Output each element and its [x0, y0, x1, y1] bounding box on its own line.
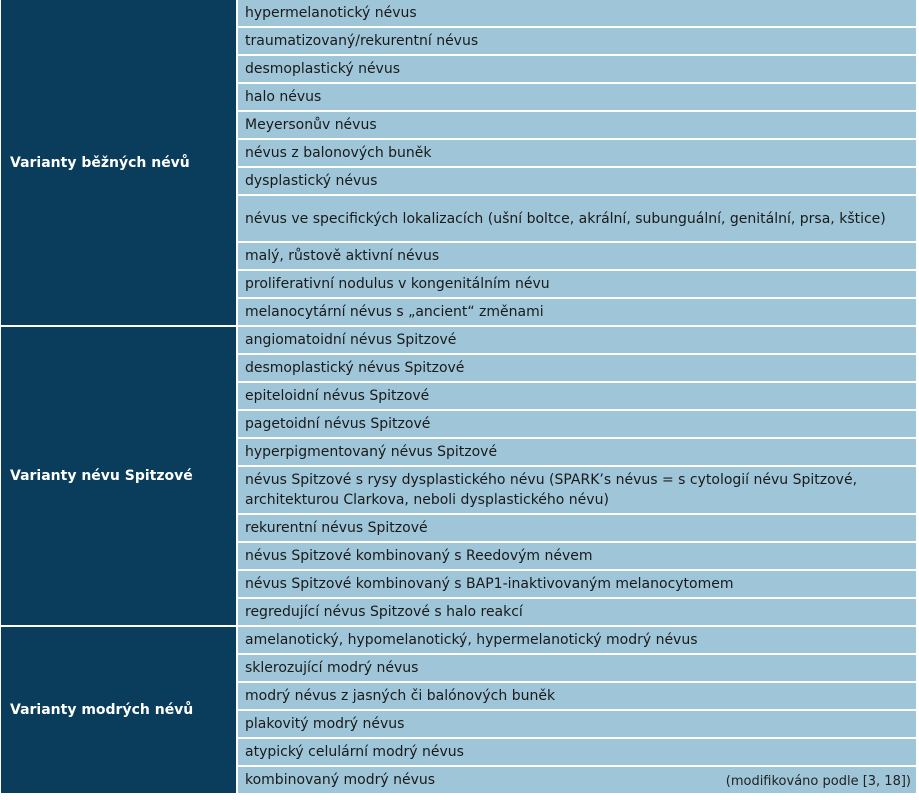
- variant-item: modrý névus z jasných či balónových buněk: [237, 682, 916, 710]
- variant-item: traumatizovaný/rekurentní névus: [237, 27, 916, 55]
- group-label: Varianty modrých névů: [1, 626, 237, 794]
- variant-item: sklerozující modrý névus: [237, 654, 916, 682]
- group-label: Varianty névu Spitzové: [1, 326, 237, 626]
- variant-item: desmoplastický névus: [237, 55, 916, 83]
- table-body: [1, 0, 916, 794]
- variant-item: proliferativní nodulus v kongenitálním névu: [237, 270, 916, 298]
- variant-item: melanocytární névus s „ancient“ změnami: [237, 298, 916, 326]
- variant-item: hypermelanotický névus: [237, 0, 916, 27]
- variant-item: desmoplastický névus Spitzové: [237, 354, 916, 382]
- variants-table: [1, 0, 916, 795]
- variant-item: névus ve specifických lokalizacích (ušní boltce, akrální, subunguální, genitální, prsa, kštice): [237, 195, 916, 242]
- variant-item: dysplastický névus: [237, 167, 916, 195]
- nevus-variants-table: [1, 0, 916, 795]
- variant-item: amelanotický, hypomelanotický, hypermelanotický modrý névus: [237, 626, 916, 654]
- variant-item: angiomatoidní névus Spitzové: [237, 326, 916, 354]
- variant-item: epiteloidní névus Spitzové: [237, 382, 916, 410]
- variant-item: regredující névus Spitzové s halo reakcí: [237, 598, 916, 626]
- table-row: [1, 626, 916, 654]
- variant-item: névus Spitzové s rysy dysplastického névu (SPARK’s névus = s cytologií névu Spitzové, architekturou Clarkova, neboli dysplastického névu): [237, 466, 916, 514]
- variant-item: rekurentní névus Spitzové: [237, 514, 916, 542]
- variant-item: névus Spitzové kombinovaný s Reedovým névem: [237, 542, 916, 570]
- variant-item: hyperpigmentovaný névus Spitzové: [237, 438, 916, 466]
- variant-item: plakovitý modrý névus: [237, 710, 916, 738]
- variant-item: halo névus: [237, 83, 916, 111]
- variant-item: kombinovaný modrý névus: [237, 766, 916, 794]
- variant-item: pagetoidní névus Spitzové: [237, 410, 916, 438]
- variant-item: névus z balonových buněk: [237, 139, 916, 167]
- variant-item: atypický celulární modrý névus: [237, 738, 916, 766]
- variant-item: névus Spitzové kombinovaný s BAP1-inaktivovaným melanocytomem: [237, 570, 916, 598]
- group-label: Varianty běžných névů: [1, 0, 237, 326]
- variant-item: Meyersonův névus: [237, 111, 916, 139]
- variant-item: malý, růstově aktivní névus: [237, 242, 916, 270]
- table-row: [1, 326, 916, 354]
- table-row: [1, 0, 916, 27]
- source-footnote: (modifikováno podle [3, 18]): [725, 774, 911, 789]
